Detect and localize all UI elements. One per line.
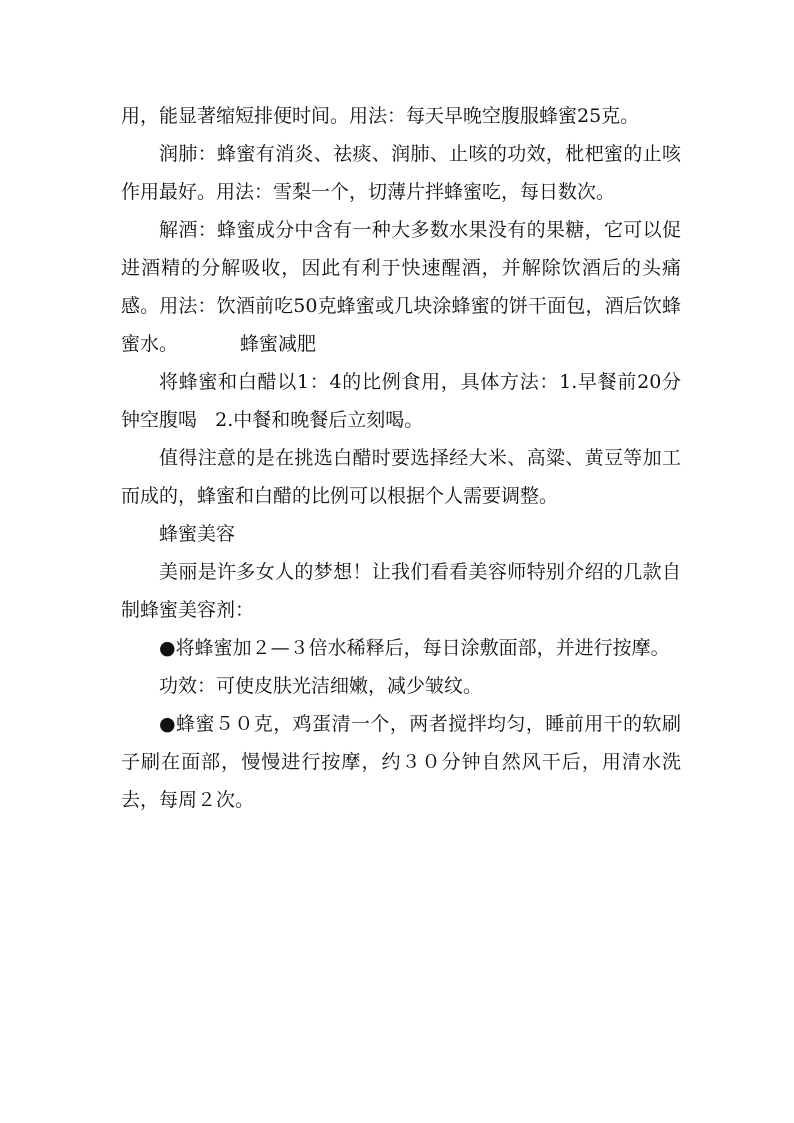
paragraph-5: 值得注意的是在挑选白醋时要选择经大米、高粱、黄豆等加工而成的，蜂蜜和白醋的比例可以根据个人需要调整。	[121, 447, 681, 507]
paragraph-1: 用，能显著缩短排便时间。用法：每天早晚空腹服蜂蜜25克。	[121, 105, 640, 127]
bullet-item-2: ●蜂蜜５０克，鸡蛋清一个，两者搅拌均匀，睡前用干的软刷子刷在面部，慢慢进行按摩，约３０分钟自然风干后，用清水洗去，每周２次。	[121, 713, 681, 811]
paragraph-3-text: 解酒：蜂蜜成分中含有一种大多数水果没有的果糖，它可以促进酒精的分解吸收，因此有利于快速醒酒，并解除饮酒后的头痛感。用法：饮酒前吃50克蜂蜜或几块涂蜂蜜的饼干面包，酒后饮蜂蜜水。	[121, 219, 681, 355]
paragraph-4-text-2: 2.中餐和晚餐后立刻喝。	[215, 409, 424, 431]
document-body	[121, 97, 681, 819]
paragraph-3	[121, 211, 681, 363]
section-heading-weight-loss: 蜂蜜减肥	[240, 333, 317, 355]
section-heading-beauty: 蜂蜜美容	[159, 523, 236, 545]
paragraph-4-text: 将蜂蜜和白醋以1：4的比例食用，具体方法：1.早餐前20分钟空腹喝	[121, 371, 681, 431]
paragraph-4	[121, 363, 681, 439]
paragraph-7: 美丽是许多女人的梦想！让我们看看美容师特别介绍的几款自制蜂蜜美容剂：	[121, 561, 681, 621]
bullet-item-1: ●将蜂蜜加２—３倍水稀释后，每日涂敷面部，并进行按摩。	[159, 637, 670, 659]
paragraph-2: 润肺：蜂蜜有消炎、祛痰、润肺、止咳的功效，枇杷蜜的止咳作用最好。用法：雪梨一个，切薄片拌蜂蜜吃，每日数次。	[121, 143, 681, 203]
paragraph-9: 功效：可使皮肤光洁细嫩，减少皱纹。	[159, 675, 483, 697]
